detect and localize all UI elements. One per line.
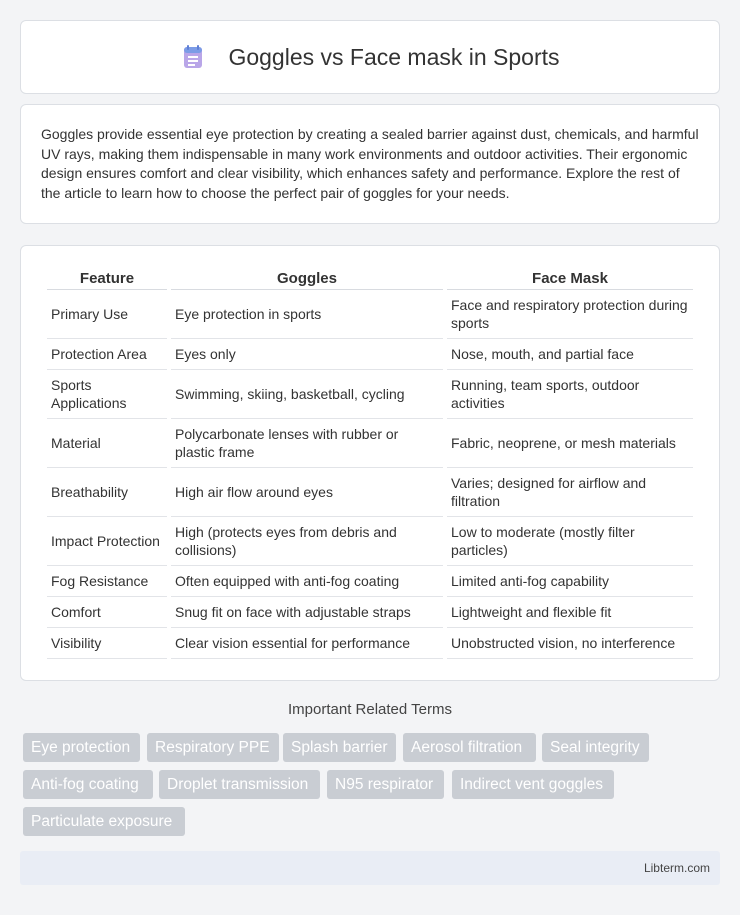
cell-feature: Sports Applications	[47, 370, 167, 419]
cell-face-mask: Unobstructed vision, no interference	[447, 628, 693, 659]
cell-feature: Comfort	[47, 597, 167, 628]
cell-goggles: Clear vision essential for performance	[171, 628, 443, 659]
column-header-feature: Feature	[47, 266, 167, 290]
related-term-tag[interactable]: Seal integrity	[542, 733, 649, 762]
cell-face-mask: Running, team sports, outdoor activities	[447, 370, 693, 419]
related-term-tag[interactable]: Splash barrier	[283, 733, 396, 762]
column-header-goggles: Goggles	[171, 266, 443, 290]
cell-goggles: Eyes only	[171, 339, 443, 370]
related-terms-title: Important Related Terms	[288, 701, 452, 718]
table-row	[47, 370, 693, 419]
related-term-tag[interactable]: Droplet transmission	[159, 770, 320, 799]
table-row	[47, 339, 693, 370]
cell-face-mask: Fabric, neoprene, or mesh materials	[447, 419, 693, 468]
footer-site-link[interactable]: Libterm.com	[643, 861, 710, 875]
comparison-table-card	[20, 245, 720, 681]
cell-feature: Protection Area	[47, 339, 167, 370]
intro-card	[20, 104, 720, 224]
cell-face-mask: Low to moderate (mostly filter particles)	[447, 517, 693, 566]
related-term-tag[interactable]: Aerosol filtration	[403, 733, 536, 762]
page-title: Goggles vs Face mask in Sports	[228, 43, 560, 70]
table-row	[47, 517, 693, 566]
related-term-tag[interactable]: Anti-fog coating	[23, 770, 153, 799]
cell-goggles: High air flow around eyes	[171, 468, 443, 517]
related-term-tag[interactable]: Respiratory PPE	[147, 733, 279, 762]
cell-goggles: Polycarbonate lenses with rubber or plastic frame	[171, 419, 443, 468]
cell-goggles: Often equipped with anti-fog coating	[171, 566, 443, 597]
cell-face-mask: Limited anti-fog capability	[447, 566, 693, 597]
cell-feature: Fog Resistance	[47, 566, 167, 597]
cell-feature: Material	[47, 419, 167, 468]
cell-goggles: High (protects eyes from debris and collisions)	[171, 517, 443, 566]
cell-face-mask: Lightweight and flexible fit	[447, 597, 693, 628]
cell-goggles: Swimming, skiing, basketball, cycling	[171, 370, 443, 419]
header-card	[20, 20, 720, 94]
table-row	[47, 468, 693, 517]
cell-goggles: Eye protection in sports	[171, 290, 443, 339]
footer	[20, 851, 720, 885]
related-term-tag[interactable]: Particulate exposure	[23, 807, 185, 836]
related-term-tag[interactable]: Indirect vent goggles	[452, 770, 614, 799]
table-row	[47, 419, 693, 468]
cell-feature: Breathability	[47, 468, 167, 517]
cell-face-mask: Nose, mouth, and partial face	[447, 339, 693, 370]
table-row	[47, 628, 693, 659]
comparison-table	[43, 266, 697, 659]
cell-goggles: Snug fit on face with adjustable straps	[171, 597, 443, 628]
related-term-tag[interactable]: Eye protection	[23, 733, 140, 762]
related-term-tag[interactable]: N95 respirator	[327, 770, 444, 799]
table-header-row	[47, 266, 693, 290]
cell-feature: Primary Use	[47, 290, 167, 339]
cell-feature: Impact Protection	[47, 517, 167, 566]
column-header-face-mask: Face Mask	[447, 266, 693, 290]
cell-face-mask: Face and respiratory protection during sports	[447, 290, 693, 339]
table-row	[47, 597, 693, 628]
table-row	[47, 566, 693, 597]
table-row	[47, 290, 693, 339]
cell-feature: Visibility	[47, 628, 167, 659]
intro-paragraph: Goggles provide essential eye protection by creating a sealed barrier against dust, chemicals, and harmful UV rays, making them indispensable in many work environments and outdoor activities. Their ergonomic design ensures comfort and clear visibility, which enhances safety and performance. Explore the rest of the article to learn how to choose the perfect pair of goggles for your needs.	[41, 126, 699, 201]
cell-face-mask: Varies; designed for airflow and filtration	[447, 468, 693, 517]
document-icon	[180, 44, 206, 70]
